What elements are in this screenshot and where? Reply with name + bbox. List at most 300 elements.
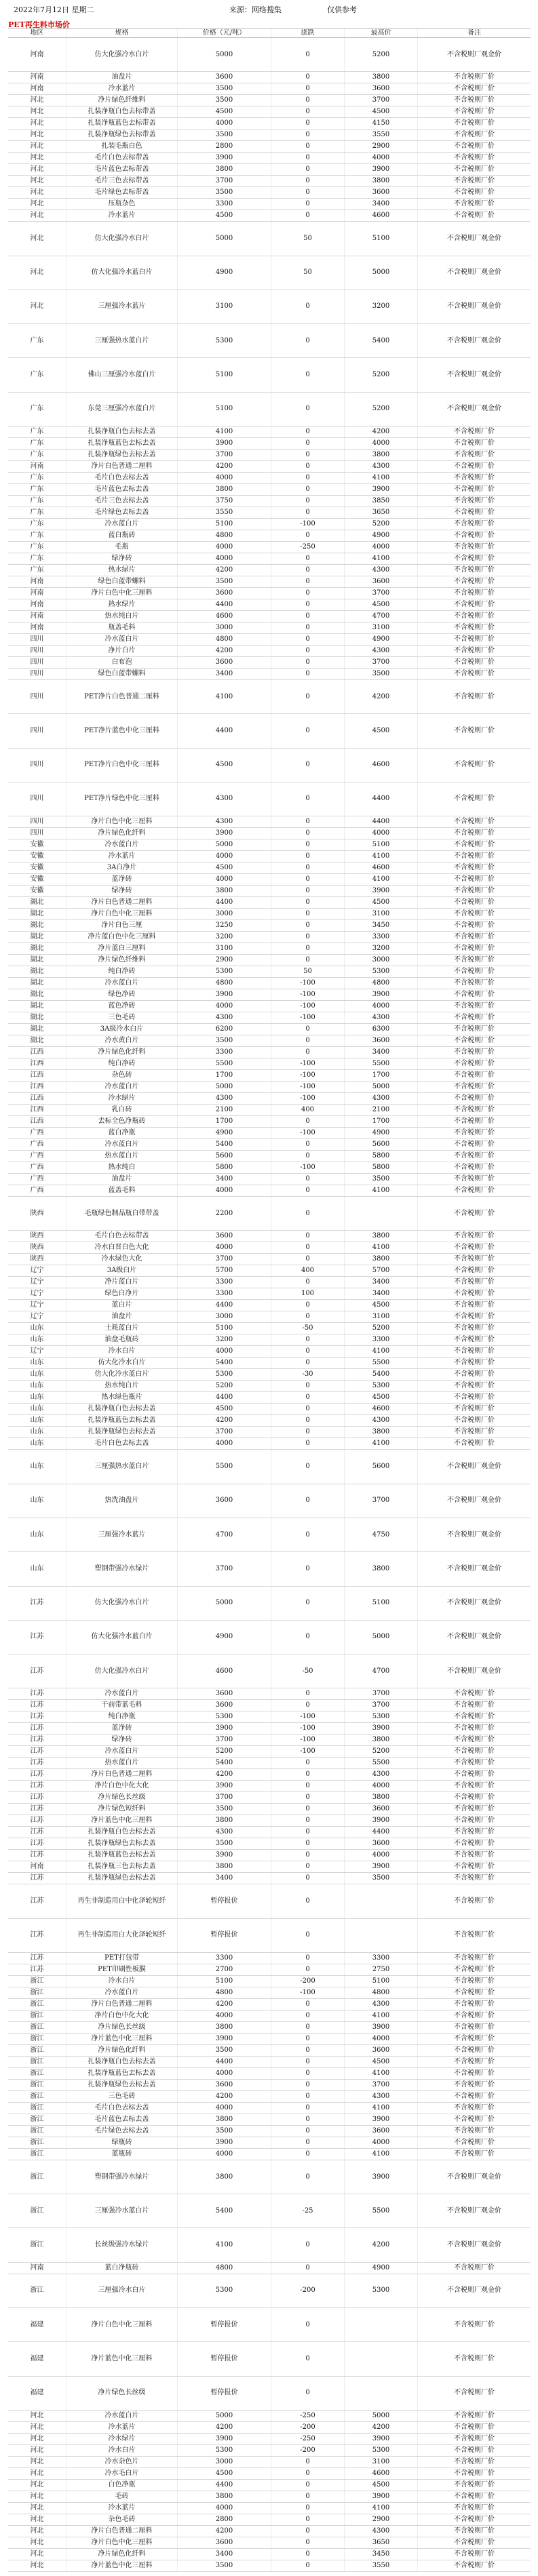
cell-remark: 不含税则厂价 <box>454 945 495 953</box>
cell-high: 5100 <box>345 222 418 255</box>
cell-remark: 不含税则厂价 <box>454 450 495 458</box>
cell-region: 湖北 <box>8 920 66 931</box>
cell-remark: 不含税则厂价 <box>454 496 495 504</box>
cell-remark: 不含税则厂价 <box>454 2263 495 2272</box>
cell-remark: 不含税则厂价 <box>454 1965 495 1973</box>
table-row <box>8 1093 531 1105</box>
cell-price: 4800 <box>178 634 271 645</box>
cell-remark: 不含税则厂价 <box>454 818 495 826</box>
cell-remark: 不含税则厂价 <box>454 85 495 93</box>
cell-remark: 不含税则厂观金价 <box>447 1497 501 1505</box>
cell-spec: 扎装净瓶绿色去标去盖 <box>66 2080 178 2090</box>
cell-high: 2900 <box>345 2514 418 2525</box>
cell-region: 江苏 <box>8 1804 66 1815</box>
cell-high: 4500 <box>345 106 418 117</box>
cell-remark: 不含税则厂价 <box>454 991 495 999</box>
header-note: 仅供参考 <box>327 5 357 14</box>
cell-high: 3900 <box>345 886 418 896</box>
cell-spec: 净片白色中化三厘料 <box>66 2537 178 2548</box>
cell-spec: 冷水蓝白片 <box>66 839 178 850</box>
cell-high: 3900 <box>345 2491 418 2502</box>
cell-price: 4300 <box>178 816 271 827</box>
cell-high: 5200 <box>345 519 418 530</box>
cell-price: 3900 <box>178 989 271 1000</box>
cell-spec: 扎装净瓶蓝色去标去盖 <box>66 2068 178 2079</box>
cell-price: 4500 <box>178 749 271 782</box>
cell-price: 4000 <box>178 1438 271 1449</box>
cell-spec: 热水蓝白片 <box>66 1758 178 1768</box>
cell-price: 5000 <box>178 222 271 255</box>
cell-remark: 不含税则厂价 <box>454 2069 495 2077</box>
table-row <box>8 839 531 851</box>
cell-region: 湖北 <box>8 1012 66 1023</box>
cell-price: 5400 <box>178 1358 271 1368</box>
table-row <box>8 2126 531 2137</box>
cell-remark: 不含税则厂价 <box>454 726 495 734</box>
cell-region: 湖北 <box>8 909 66 919</box>
cell-price: 3500 <box>178 187 271 198</box>
cell-remark: 不含税则厂价 <box>454 531 495 539</box>
cell-price: 3800 <box>178 1815 271 1826</box>
cell-spec: 仿大化强冷水白片 <box>66 38 178 71</box>
cell-region: 广西 <box>8 1162 66 1173</box>
table-row <box>8 83 531 95</box>
cell-region: 陕西 <box>8 1242 66 1253</box>
cell-price: 3100 <box>178 943 271 954</box>
cell-region: 浙江 <box>8 2137 66 2148</box>
cell-remark: 不含税则厂价 <box>454 875 495 884</box>
cell-change: 0 <box>271 1518 345 1551</box>
cell-remark: 不含税则厂价 <box>454 898 495 907</box>
cell-spec: 冷水蓝白片 <box>66 1688 178 1699</box>
cell-remark: 不含税则厂价 <box>454 1336 495 1344</box>
cell-high: 4200 <box>345 2422 418 2433</box>
cell-high: 4200 <box>345 680 418 713</box>
cell-remark: 不含税则厂价 <box>454 1977 495 1985</box>
cell-remark: 不含税则厂价 <box>454 439 495 447</box>
cell-high: 4800 <box>345 1987 418 1998</box>
cell-region: 浙江 <box>8 2194 66 2227</box>
cell-spec: 杂色砖 <box>66 1070 178 1081</box>
cell-high: 4600 <box>345 210 418 221</box>
cell-remark: 不含税则厂价 <box>454 1278 495 1286</box>
cell-price: 4200 <box>178 646 271 656</box>
table-row <box>8 2103 531 2114</box>
cell-price: 3500 <box>178 576 271 587</box>
table-row <box>8 2308 531 2342</box>
cell-remark: 不含税则厂价 <box>454 1874 495 1882</box>
cell-region: 河北 <box>8 2514 66 2525</box>
cell-high: 3700 <box>345 657 418 668</box>
cell-region: 江西 <box>8 1116 66 1127</box>
cell-change: 0 <box>271 153 345 163</box>
cell-spec: 热水纯白 <box>66 1162 178 1173</box>
cell-change: 0 <box>271 932 345 943</box>
cell-change: 0 <box>271 2149 345 2160</box>
table-row <box>8 1769 531 1781</box>
cell-high: 4700 <box>345 611 418 622</box>
table-row <box>8 2342 531 2376</box>
cell-region: 河北 <box>8 2457 66 2468</box>
table-row <box>8 438 531 450</box>
cell-spec: 仿大化强冷水白片 <box>66 1654 178 1688</box>
cell-spec: 净片绿色化纤料 <box>66 2045 178 2056</box>
cell-change: 0 <box>271 2045 345 2056</box>
cell-spec: 长丝级强冷水绿片 <box>66 2228 178 2261</box>
table-row <box>8 1919 531 1953</box>
cell-change: 0 <box>271 1231 345 1242</box>
cell-region: 河北 <box>8 256 66 290</box>
cell-change: 0 <box>271 863 345 873</box>
cell-remark: 不含税则厂价 <box>454 2423 495 2431</box>
cell-remark: 不含税则厂价 <box>454 1002 495 1010</box>
cell-region: 广东 <box>8 427 66 437</box>
cell-remark: 不含税则厂价 <box>454 119 495 127</box>
cell-region: 河北 <box>8 210 66 221</box>
cell-price: 1700 <box>178 1070 271 1081</box>
table-row <box>8 1162 531 1174</box>
table-row <box>8 2022 531 2034</box>
cell-spec: 净片绿色化纤料 <box>66 2549 178 2560</box>
table-row <box>8 1804 531 1815</box>
cell-region: 浙江 <box>8 2126 66 2137</box>
cell-spec: 扎装净瓶白色去标去盖 <box>66 1404 178 1414</box>
cell-change: 0 <box>271 358 345 391</box>
cell-high: 4100 <box>345 2068 418 2079</box>
cell-high: 6300 <box>345 1024 418 1035</box>
cell-change: 0 <box>271 1300 345 1311</box>
table-row <box>8 1116 531 1128</box>
cell-price: 4800 <box>178 1987 271 1998</box>
cell-price: 暂停报价 <box>178 2308 271 2341</box>
cell-remark: 不含税则厂观金价 <box>447 1667 501 1675</box>
cell-change: 0 <box>271 886 345 896</box>
cell-spec: 毛片蓝色去标带盖 <box>66 164 178 175</box>
table-row <box>8 461 531 473</box>
cell-price: 4000 <box>178 874 271 885</box>
cell-high: 3500 <box>345 1174 418 1185</box>
column-header-change: 涨跌 <box>271 29 345 37</box>
cell-region: 湖北 <box>8 1035 66 1046</box>
cell-spec: 扎装净瓶绿色去标去盖 <box>66 450 178 460</box>
cell-spec: 净片白色普通二厘料 <box>66 2526 178 2537</box>
cell-high: 4000 <box>345 1001 418 1012</box>
cell-price: 4500 <box>178 210 271 221</box>
cell-spec: PET净片绿色中化三厘料 <box>66 782 178 816</box>
header-date: 2022年7月12日 星期二 <box>14 5 94 14</box>
cell-high: 5200 <box>345 1323 418 1334</box>
cell-remark: 不含税则厂价 <box>454 131 495 139</box>
cell-remark: 不含税则厂价 <box>454 600 495 608</box>
cell-region: 浙江 <box>8 2045 66 2056</box>
cell-price: 6200 <box>178 1024 271 1035</box>
cell-price: 暂停报价 <box>178 2342 271 2375</box>
cell-price: 3500 <box>178 1035 271 1046</box>
cell-high: 3800 <box>345 1552 418 1585</box>
cell-change: 0 <box>271 1953 345 1964</box>
cell-remark: 不含税则厂价 <box>454 2046 495 2054</box>
cell-spec: 白色净瓶 <box>66 2480 178 2491</box>
table-row <box>8 565 531 576</box>
cell-high: 4200 <box>345 2228 418 2261</box>
cell-region: 浙江 <box>8 2034 66 2044</box>
column-header-spec: 规格 <box>66 29 178 37</box>
cell-change: -100 <box>271 978 345 989</box>
cell-high: 5500 <box>345 2194 418 2227</box>
cell-change: 0 <box>271 599 345 610</box>
cell-spec: 绿色白净片 <box>66 1288 178 1299</box>
cell-price: 4400 <box>178 2480 271 2491</box>
cell-spec: 冷水白晋白色大化 <box>66 1242 178 1253</box>
cell-spec: 塑钢带强冷水绿片 <box>66 1552 178 1585</box>
cell-high: 3600 <box>345 83 418 94</box>
cell-region: 江苏 <box>8 1769 66 1780</box>
cell-change: 0 <box>271 324 345 357</box>
cell-region: 河北 <box>8 290 66 323</box>
cell-high: 4100 <box>345 1438 418 1449</box>
cell-change: 0 <box>271 1688 345 1699</box>
cell-remark: 不含税则厂价 <box>454 1347 495 1355</box>
cell-high: 4100 <box>345 2149 418 2160</box>
cell-spec: 净片白色中化大化 <box>66 2010 178 2021</box>
cell-price: 3800 <box>178 484 271 495</box>
cell-spec: 三厘强冷水蓝白片 <box>66 2194 178 2227</box>
cell-spec: 仿大化强冷水蓝白片 <box>66 256 178 290</box>
cell-change: -250 <box>271 542 345 553</box>
cell-change: 0 <box>271 1884 345 1918</box>
cell-remark: 不含税则厂观金价 <box>447 302 501 311</box>
cell-high: 4300 <box>345 461 418 472</box>
cell-high: 3900 <box>345 1815 418 1826</box>
cell-remark: 不含税则厂价 <box>454 142 495 151</box>
cell-high: 3650 <box>345 2537 418 2548</box>
table-row <box>8 1001 531 1012</box>
section-title: PET再生料市场价 <box>8 20 70 29</box>
table-row <box>8 576 531 588</box>
cell-spec: 冷水蓝白片 <box>66 1746 178 1757</box>
cell-remark: 不含税则厂价 <box>454 1988 495 1996</box>
cell-region: 河北 <box>8 2445 66 2456</box>
cell-spec: 扎装净瓶绿色去标带盖 <box>66 130 178 140</box>
table-row <box>8 1688 531 1700</box>
cell-high: 3500 <box>345 669 418 679</box>
table-row <box>8 1850 531 1861</box>
table-row <box>8 118 531 130</box>
cell-change: 0 <box>271 1700 345 1711</box>
cell-remark: 不含税则厂价 <box>454 2057 495 2065</box>
cell-spec: 扎装净瓶绿色去标去盖 <box>66 1873 178 1884</box>
cell-region: 河南 <box>8 576 66 587</box>
cell-region: 江苏 <box>8 1815 66 1826</box>
cell-price: 3600 <box>178 1700 271 1711</box>
cell-region: 山东 <box>8 1438 66 1449</box>
cell-remark: 不含税则厂价 <box>454 852 495 860</box>
table-row <box>8 1518 531 1552</box>
cell-change: 50 <box>271 256 345 290</box>
cell-change: 0 <box>271 427 345 437</box>
cell-price: 4400 <box>178 2057 271 2067</box>
table-row <box>8 130 531 141</box>
cell-price: 4700 <box>178 1518 271 1551</box>
cell-spec: 东莞三厘强冷水蓝白片 <box>66 393 178 426</box>
cell-spec: 绿色白蓝带螺料 <box>66 669 178 679</box>
cell-remark: 不含税则厂价 <box>454 1805 495 1813</box>
cell-high: 3900 <box>345 164 418 175</box>
cell-price: 3800 <box>178 2491 271 2502</box>
cell-high: 5500 <box>345 1758 418 1768</box>
cell-region: 广东 <box>8 519 66 530</box>
cell-region: 江苏 <box>8 1781 66 1791</box>
table-row <box>8 1438 531 1450</box>
cell-change: 0 <box>271 828 345 839</box>
table-row <box>8 1735 531 1746</box>
cell-price: 5100 <box>178 519 271 530</box>
cell-price: 4800 <box>178 2263 271 2274</box>
cell-region: 广东 <box>8 324 66 357</box>
cell-region: 山东 <box>8 1369 66 1380</box>
cell-region: 陕西 <box>8 1197 66 1230</box>
cell-change: 0 <box>271 1392 345 1403</box>
cell-price: 4000 <box>178 2068 271 2079</box>
cell-high: 3200 <box>345 290 418 323</box>
cell-region: 江苏 <box>8 1723 66 1734</box>
cell-high: 4500 <box>345 2057 418 2067</box>
cell-remark: 不含税则厂价 <box>454 1840 495 1848</box>
cell-remark: 不含税则厂价 <box>454 2320 495 2329</box>
cell-price: 5300 <box>178 1369 271 1380</box>
cell-remark: 不含税则厂价 <box>454 1187 495 1195</box>
cell-high: 4100 <box>345 553 418 564</box>
cell-remark: 不含税则厂价 <box>454 1290 495 1298</box>
cell-high: 3800 <box>345 450 418 460</box>
cell-region: 山东 <box>8 1552 66 1585</box>
cell-remark: 不含税则厂价 <box>454 761 495 769</box>
cell-high: 4100 <box>345 1346 418 1357</box>
cell-price: 3600 <box>178 657 271 668</box>
table-row <box>8 1323 531 1334</box>
cell-change: 0 <box>271 634 345 645</box>
cell-change: 0 <box>271 1242 345 1253</box>
table-row <box>8 622 531 634</box>
cell-spec: 油盘片 <box>66 72 178 83</box>
cell-price: 4100 <box>178 680 271 713</box>
cell-spec: 净片白色中化三厘料 <box>66 2308 178 2341</box>
cell-high: 3700 <box>345 1484 418 1518</box>
cell-region: 山东 <box>8 1484 66 1518</box>
cell-remark: 不含税则厂观金价 <box>447 2241 501 2249</box>
cell-price: 4300 <box>178 782 271 816</box>
cell-spec: 压瓶杂色 <box>66 199 178 210</box>
cell-change: -200 <box>271 2274 345 2307</box>
cell-change: 100 <box>271 1288 345 1299</box>
cell-change: 0 <box>271 2526 345 2537</box>
cell-high: 4400 <box>345 1827 418 1838</box>
cell-price: 3800 <box>178 2160 271 2194</box>
cell-change: -100 <box>271 1162 345 1173</box>
cell-spec: 净片白色普通二厘料 <box>66 897 178 908</box>
cell-high: 5200 <box>345 358 418 391</box>
cell-spec: 仿大化冷水蓝白片 <box>66 1369 178 1380</box>
cell-high: 4700 <box>345 1654 418 1688</box>
cell-region: 湖北 <box>8 966 66 977</box>
cell-spec: 3A白净片 <box>66 863 178 873</box>
cell-change: -100 <box>271 1735 345 1745</box>
cell-remark: 不含税则厂价 <box>454 2389 495 2397</box>
table-row <box>8 1415 531 1427</box>
cell-region: 河南 <box>8 83 66 94</box>
table-row <box>8 187 531 199</box>
cell-region: 湖北 <box>8 932 66 943</box>
cell-price: 4000 <box>178 118 271 129</box>
cell-remark: 不含税则厂价 <box>454 2515 495 2523</box>
cell-change: -100 <box>271 1058 345 1069</box>
cell-price: 4500 <box>178 2468 271 2479</box>
cell-region: 广东 <box>8 393 66 426</box>
cell-high <box>345 1884 418 1918</box>
cell-change: 0 <box>271 1964 345 1975</box>
cell-remark: 不含税则厂价 <box>454 542 495 551</box>
cell-remark: 不含税则厂价 <box>454 669 495 677</box>
cell-price: 2200 <box>178 1197 271 1230</box>
table-row <box>8 646 531 657</box>
cell-remark: 不含税则厂价 <box>454 1301 495 1309</box>
cell-price: 3500 <box>178 2560 271 2571</box>
cell-price: 3250 <box>178 920 271 931</box>
cell-region: 江苏 <box>8 1873 66 1884</box>
cell-change: -200 <box>271 2445 345 2456</box>
cell-remark: 不含税则厂价 <box>454 589 495 597</box>
table-row <box>8 1369 531 1381</box>
cell-remark: 不含税则厂观金价 <box>447 371 501 379</box>
cell-price: 3700 <box>178 176 271 186</box>
cell-price: 3800 <box>178 164 271 175</box>
cell-remark: 不含税则厂价 <box>454 1313 495 1321</box>
cell-spec: 蓝色净砖 <box>66 1001 178 1012</box>
cell-high: 3300 <box>345 932 418 943</box>
cell-high: 3900 <box>345 484 418 495</box>
cell-price: 4000 <box>178 542 271 553</box>
table-row <box>8 1987 531 1999</box>
cell-spec: 净片绿色长丝级 <box>66 2377 178 2410</box>
cell-spec: 净片绿色纤维料 <box>66 955 178 966</box>
cell-region: 河北 <box>8 176 66 186</box>
cell-change: -30 <box>271 1369 345 1380</box>
cell-remark: 不含税则厂观金价 <box>447 336 501 344</box>
cell-region: 福建 <box>8 2342 66 2375</box>
cell-spec: 三色毛砖 <box>66 1012 178 1023</box>
cell-remark: 不含税则厂观金价 <box>447 269 501 277</box>
cell-high: 3100 <box>345 909 418 919</box>
table-row <box>8 2274 531 2308</box>
table-row <box>8 358 531 392</box>
cell-spec: 冷水蓝白片 <box>66 978 178 989</box>
table-row <box>8 932 531 943</box>
cell-spec: 净片白色普通二厘料 <box>66 1999 178 2010</box>
cell-high: 4150 <box>345 118 418 129</box>
cell-price: 4000 <box>178 553 271 564</box>
cell-spec: 热水蓝白片 <box>66 1151 178 1162</box>
cell-change: 0 <box>271 473 345 483</box>
cell-price: 3200 <box>178 932 271 943</box>
cell-region: 江苏 <box>8 1700 66 1711</box>
cell-price: 3750 <box>178 496 271 507</box>
cell-change: -100 <box>271 519 345 530</box>
table-row <box>8 1621 531 1654</box>
cell-spec: 冷水蓝片 <box>66 2503 178 2514</box>
cell-spec: 净片蓝白片 <box>66 1277 178 1288</box>
cell-high: 5600 <box>345 1139 418 1150</box>
column-header-region: 地区 <box>8 29 66 37</box>
